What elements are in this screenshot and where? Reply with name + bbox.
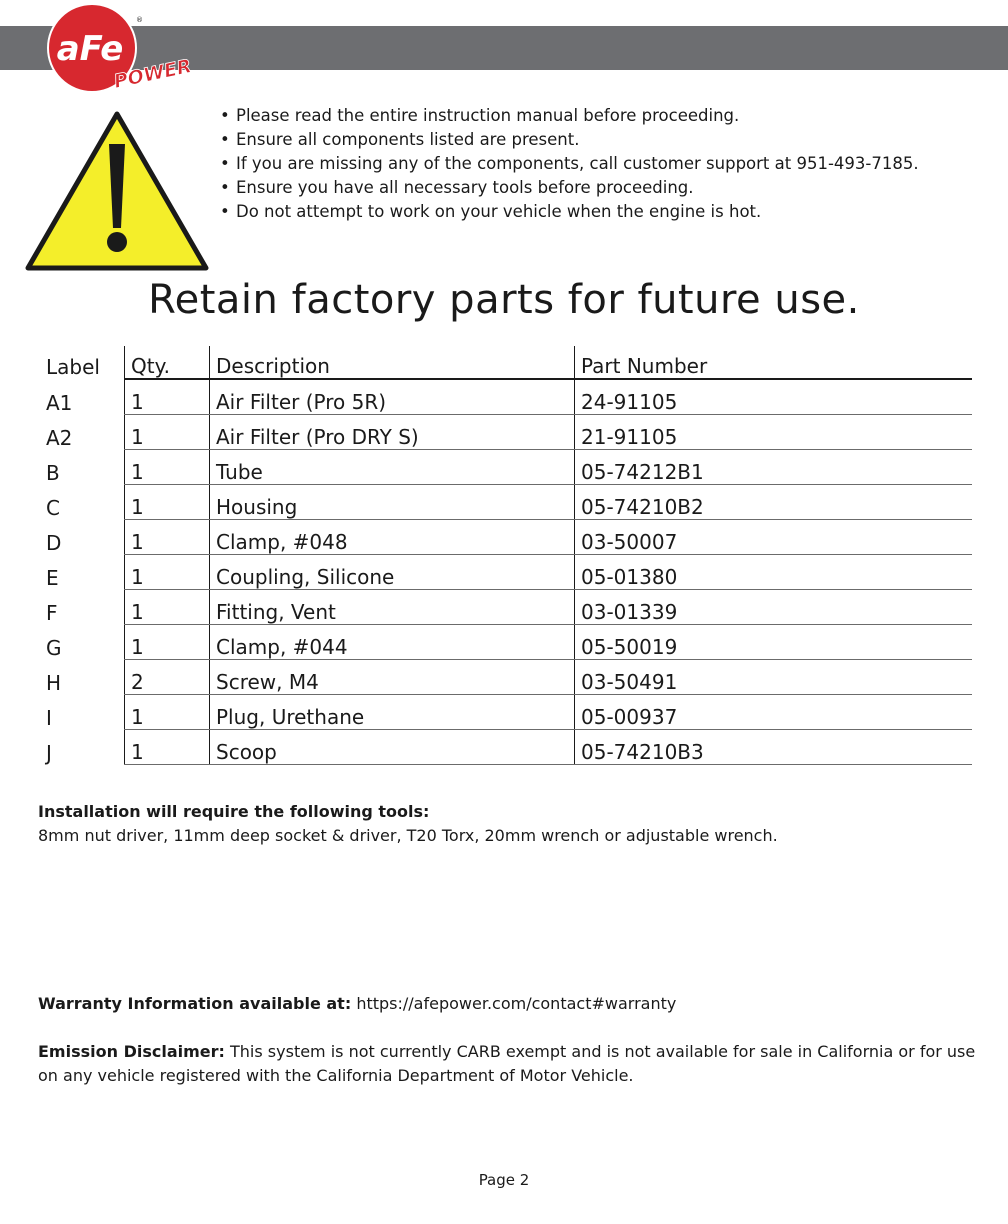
table-row bbox=[40, 590, 972, 625]
cell-qty: 1 bbox=[125, 730, 210, 765]
cell-description: Coupling, Silicone bbox=[210, 555, 575, 590]
page-number: Page 2 bbox=[478, 1171, 530, 1189]
cell-part-number: 05-74210B2 bbox=[575, 485, 973, 520]
note-item: • Do not attempt to work on your vehicle when the engine is hot. bbox=[220, 200, 919, 224]
cell-part-number: 24-91105 bbox=[575, 379, 973, 415]
cell-part-number: 05-00937 bbox=[575, 695, 973, 730]
table-row bbox=[40, 625, 972, 660]
instruction-notes bbox=[220, 104, 919, 224]
table-row bbox=[40, 520, 972, 555]
cell-qty: 1 bbox=[125, 555, 210, 590]
retain-heading: Retain factory parts for future use. bbox=[148, 277, 860, 323]
note-item: • Ensure all components listed are present. bbox=[220, 128, 919, 152]
note-item: • Please read the entire instruction manual before proceeding. bbox=[220, 104, 919, 128]
table-row bbox=[40, 415, 972, 450]
table-row bbox=[40, 450, 972, 485]
cell-description: Clamp, #044 bbox=[210, 625, 575, 660]
cell-label: H bbox=[46, 670, 62, 695]
cell-label: G bbox=[46, 635, 62, 660]
afe-power-logo bbox=[40, 0, 200, 100]
cell-description: Plug, Urethane bbox=[210, 695, 575, 730]
cell-part-number: 21-91105 bbox=[575, 415, 973, 450]
cell-qty: 2 bbox=[125, 660, 210, 695]
emission-text: This system is not currently CARB exempt and is not available for sale in California or for use on any vehicle registered with the California Department of Motor Vehicle. bbox=[38, 1042, 976, 1085]
warranty-link[interactable]: https://afepower.com/contact#warranty bbox=[356, 994, 677, 1013]
table-row bbox=[40, 660, 972, 695]
cell-label: D bbox=[46, 530, 62, 555]
cell-part-number: 03-50491 bbox=[575, 660, 973, 695]
cell-part-number: 03-50007 bbox=[575, 520, 973, 555]
cell-label: B bbox=[46, 460, 60, 485]
cell-qty: 1 bbox=[125, 415, 210, 450]
cell-description: Clamp, #048 bbox=[210, 520, 575, 555]
cell-description: Air Filter (Pro DRY S) bbox=[210, 415, 575, 450]
tools-list: 8mm nut driver, 11mm deep socket & driver, T20 Torx, 20mm wrench or adjustable wrench. bbox=[38, 826, 778, 845]
cell-part-number: 03-01339 bbox=[575, 590, 973, 625]
note-item: • Ensure you have all necessary tools before proceeding. bbox=[220, 176, 919, 200]
tools-heading: Installation will require the following tools: bbox=[38, 802, 430, 821]
header-part-number: Part Number bbox=[575, 346, 973, 379]
cell-label: I bbox=[46, 705, 52, 730]
cell-label: F bbox=[46, 600, 58, 625]
cell-part-number: 05-01380 bbox=[575, 555, 973, 590]
cell-label: A1 bbox=[46, 390, 73, 415]
cell-qty: 1 bbox=[125, 379, 210, 415]
logo-sub-text: POWER bbox=[111, 55, 194, 94]
cell-part-number: 05-50019 bbox=[575, 625, 973, 660]
cell-qty: 1 bbox=[125, 695, 210, 730]
cell-description: Housing bbox=[210, 485, 575, 520]
warning-icon bbox=[24, 110, 210, 274]
table-row bbox=[40, 485, 972, 520]
cell-qty: 1 bbox=[125, 590, 210, 625]
warranty-info bbox=[38, 992, 676, 1016]
cell-description: Scoop bbox=[210, 730, 575, 765]
cell-description: Screw, M4 bbox=[210, 660, 575, 695]
warranty-label: Warranty Information available at: bbox=[38, 994, 352, 1013]
cell-label: A2 bbox=[46, 425, 73, 450]
cell-qty: 1 bbox=[125, 450, 210, 485]
cell-part-number: 05-74212B1 bbox=[575, 450, 973, 485]
svg-text:®: ® bbox=[136, 16, 143, 24]
table-row bbox=[40, 555, 972, 590]
emission-label: Emission Disclaimer: bbox=[38, 1042, 225, 1061]
cell-qty: 1 bbox=[125, 485, 210, 520]
cell-qty: 1 bbox=[125, 625, 210, 660]
cell-part-number: 05-74210B3 bbox=[575, 730, 973, 765]
header-description: Description bbox=[210, 346, 575, 379]
emission-disclaimer bbox=[38, 1040, 978, 1088]
parts-table bbox=[40, 346, 972, 765]
cell-label: J bbox=[46, 740, 52, 765]
table-row bbox=[40, 695, 972, 730]
table-header-row bbox=[40, 346, 972, 379]
note-item: • If you are missing any of the components, call customer support at 951-493-7185. bbox=[220, 152, 919, 176]
logo-brand-text: aFe bbox=[56, 29, 124, 69]
cell-description: Fitting, Vent bbox=[210, 590, 575, 625]
cell-description: Tube bbox=[210, 450, 575, 485]
cell-label: C bbox=[46, 495, 60, 520]
header-label: Label bbox=[46, 355, 100, 379]
cell-qty: 1 bbox=[125, 520, 210, 555]
cell-label: E bbox=[46, 565, 59, 590]
table-row bbox=[40, 730, 972, 765]
table-row bbox=[40, 379, 972, 415]
tools-section bbox=[38, 800, 778, 848]
header-qty: Qty. bbox=[125, 346, 210, 379]
cell-description: Air Filter (Pro 5R) bbox=[210, 379, 575, 415]
